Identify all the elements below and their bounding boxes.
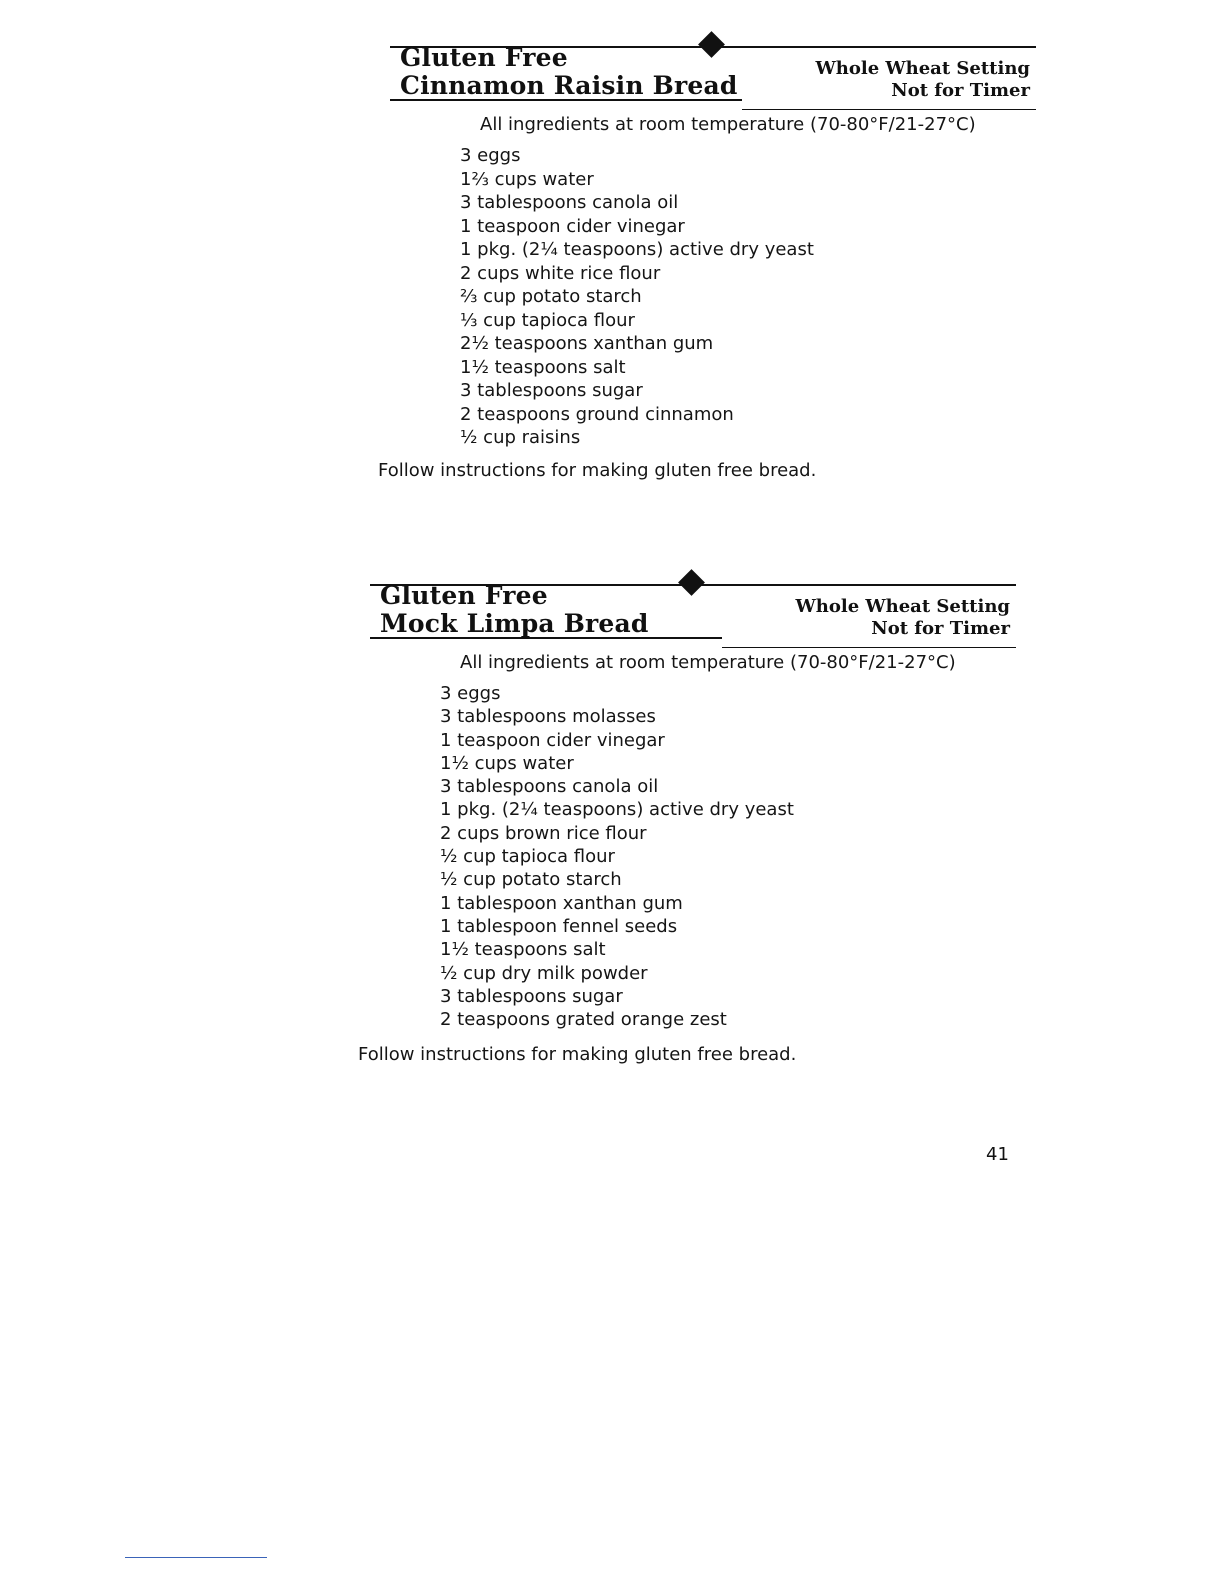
page-number: 41: [986, 1144, 1009, 1165]
ingredient-item: 1 pkg. (2¼ teaspoons) active dry yeast: [460, 239, 814, 260]
recipe-title: [380, 582, 649, 638]
ingredient-item: 1½ cups water: [440, 752, 574, 774]
ingredient-item: 3 tablespoons molasses: [440, 706, 656, 728]
ingredient-item: ½ cup raisins: [460, 427, 581, 448]
ingredient-item: 3 eggs: [460, 145, 521, 166]
ingredient-item: 1 tablespoon fennel seeds: [440, 915, 678, 937]
ingredient-item: 2 teaspoons ground cinnamon: [460, 403, 734, 425]
bake-setting: [796, 596, 1010, 640]
recipe-title-line1: Gluten Free: [380, 581, 548, 610]
ingredient-item: 1 pkg. (2¼ teaspoons) active dry yeast: [440, 799, 794, 821]
recipe-title-line2: Mock Limpa Bread: [380, 609, 649, 638]
ingredient-item: ½ cup potato starch: [440, 869, 622, 891]
ingredient-item: 1 teaspoon cider vinegar: [460, 215, 685, 237]
ingredient-item: ⅔ cup potato starch: [460, 286, 642, 307]
ingredient-item: 2 cups white rice flour: [460, 262, 661, 284]
recipe-mock-limpa: [358, 566, 1016, 1065]
footer-rule: [125, 1557, 267, 1558]
recipe-cinnamon-raisin: [378, 28, 1036, 481]
temperature-note: All ingredients at room temperature (70-80°F/21-27°C): [480, 114, 976, 135]
ingredient-item: 2½ teaspoons xanthan gum: [460, 333, 714, 354]
recipe-title: [400, 44, 738, 100]
ingredient-list: [460, 144, 814, 450]
diamond-ornament-icon: [678, 569, 705, 596]
recipe-header: [370, 566, 1016, 650]
ingredient-list: [440, 682, 794, 1031]
timer-note: Not for Timer: [891, 80, 1030, 101]
ingredient-item: 1½ teaspoons salt: [440, 939, 606, 961]
instructions-note: Follow instructions for making gluten free bread.: [358, 1044, 797, 1065]
setting-label: Whole Wheat Setting: [815, 58, 1030, 79]
instructions-note: Follow instructions for making gluten free bread.: [378, 460, 817, 481]
ingredient-item: 1½ teaspoons salt: [460, 356, 626, 378]
title-underline: [370, 637, 722, 639]
temperature-note: All ingredients at room temperature (70-80°F/21-27°C): [460, 652, 956, 673]
ingredient-item: 1⅔ cups water: [460, 168, 594, 190]
ingredient-item: ½ cup tapioca flour: [440, 846, 615, 868]
recipe-title-line1: Gluten Free: [400, 43, 568, 72]
ingredient-item: 1 tablespoon xanthan gum: [440, 892, 683, 914]
ingredient-item: 2 teaspoons grated orange zest: [440, 1009, 727, 1031]
ingredient-item: 3 tablespoons sugar: [440, 985, 623, 1007]
ingredient-item: ½ cup dry milk powder: [440, 962, 648, 984]
ingredient-item: 2 cups brown rice flour: [440, 822, 647, 844]
bake-setting: [816, 58, 1030, 102]
recipe-header: [390, 28, 1036, 112]
ingredient-item: 3 tablespoons sugar: [460, 380, 643, 401]
header-bottom-rule: [722, 647, 1016, 648]
ingredient-item: 3 tablespoons canola oil: [440, 776, 659, 798]
recipe-title-line2: Cinnamon Raisin Bread: [400, 71, 738, 100]
timer-note: Not for Timer: [871, 618, 1010, 639]
setting-label: Whole Wheat Setting: [795, 596, 1010, 617]
ingredient-item: 1 teaspoon cider vinegar: [440, 729, 665, 751]
title-underline: [390, 99, 742, 101]
ingredient-item: 3 eggs: [440, 683, 501, 704]
ingredient-item: ⅓ cup tapioca flour: [460, 309, 635, 331]
header-bottom-rule: [742, 109, 1036, 110]
ingredient-item: 3 tablespoons canola oil: [460, 192, 679, 213]
